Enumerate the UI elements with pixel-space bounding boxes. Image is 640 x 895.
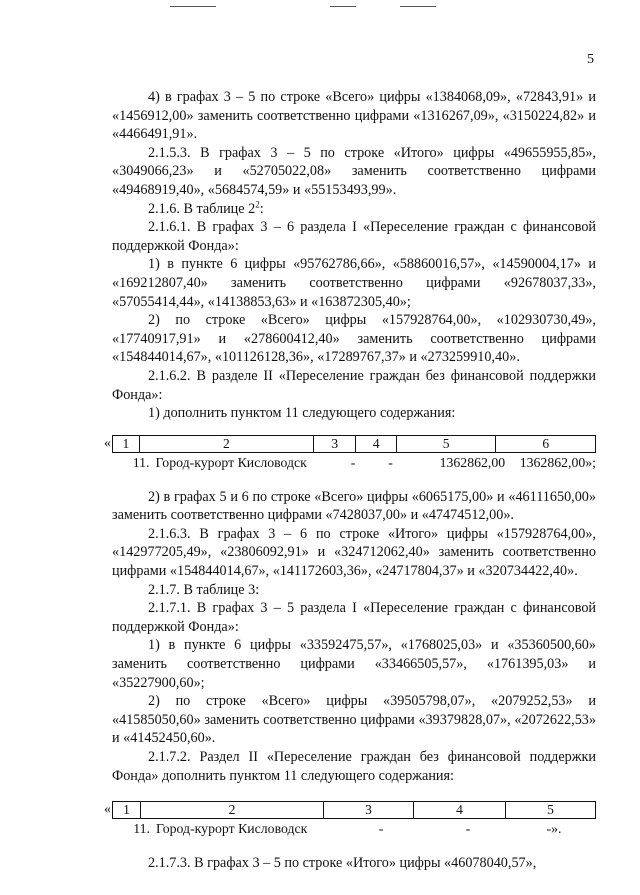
paragraph: 4) в графах 3 – 5 по строке «Всего» цифры «1384068,09», «72843,91» и «1456912,00» заменить соответственно цифрами «1316267,09», «3150224,82» и «4466491,91». bbox=[112, 89, 596, 143]
paragraph bbox=[112, 200, 596, 219]
row-cell: 1362862,00»; bbox=[519, 454, 596, 470]
paragraph: 2.1.6.3. В графах 3 – 6 по строке «Итого» цифры «157928764,00», «142977205,49», «23806092,91» и «324712062,40» заменить соответственно цифрами «154844014,67», «141172603,36», «24717804,37» и «320734422,40». bbox=[112, 525, 596, 580]
insert-table-2 bbox=[104, 801, 596, 838]
row-cell: - bbox=[350, 454, 356, 470]
table-header-cell: 1 bbox=[113, 435, 140, 452]
top-rule-2 bbox=[330, 6, 356, 7]
row-cell: - bbox=[388, 454, 393, 470]
table-header-cell: 4 bbox=[356, 435, 396, 452]
insert-table-1 bbox=[104, 435, 596, 472]
table-header-cell: 4 bbox=[413, 802, 505, 819]
table-header-cell: 6 bbox=[496, 435, 596, 452]
table-header-cell: 5 bbox=[396, 435, 496, 452]
paragraph: 2.1.7. В таблице 3: bbox=[148, 581, 260, 598]
table-header-cell: 2 bbox=[139, 435, 313, 452]
table-row bbox=[112, 819, 596, 838]
row-name: Город-курорт Кисловодск bbox=[155, 454, 307, 470]
table-row bbox=[112, 453, 596, 472]
row-cell: -». bbox=[546, 821, 562, 837]
top-rule-3 bbox=[400, 6, 436, 7]
table-header-cell: 2 bbox=[140, 802, 323, 819]
paragraph: 2.1.5.3. В графах 3 – 5 по строке «Итого» цифры «49655955,85», «3049066,23» и «52705022,08» заменить соответственно цифрами «49468919,40», «5684574,59» и «55153493,99». bbox=[112, 144, 596, 198]
paragraph: 1) в пункте 6 цифры «95762786,66», «58860016,57», «14590004,17» и «169212807,40» заменить соответственно цифрами «92678037,33», «57055414,44», «14138853,63» и «163872305,40»; bbox=[112, 256, 596, 310]
table-header-cell: 3 bbox=[323, 802, 413, 819]
paragraph: 1) в пункте 6 цифры «33592475,57», «1768025,03» и «35360500,60» заменить соответственно цифрами «33466505,57», «1761395,03» и «35227900,60»; bbox=[112, 637, 596, 691]
top-rule-1 bbox=[170, 6, 216, 7]
paragraph: 1) дополнить пунктом 11 следующего содержания: bbox=[148, 405, 456, 422]
row-cell: - bbox=[465, 821, 471, 837]
page-number: 5 bbox=[587, 52, 594, 67]
row-name: Город-курорт Кисловодск bbox=[156, 821, 308, 837]
row-cell: - bbox=[378, 821, 384, 837]
row-number: 11. bbox=[133, 821, 150, 837]
paragraph-text: 2.1.6. В таблице 2 bbox=[148, 200, 256, 217]
paragraph: 2) по строке «Всего» цифры «157928764,00», «102930730,49», «17740917,91» и «278600412,40» заменить соответственно цифрами «154844014,67», «101126128,36», «17289767,37» и «273259910,40». bbox=[112, 312, 596, 366]
table-header-cell: 5 bbox=[506, 802, 596, 819]
superscript: 2 bbox=[255, 198, 260, 209]
table-header-cell: 1 bbox=[113, 802, 141, 819]
table-header-row bbox=[112, 435, 596, 453]
row-number: 11. bbox=[132, 454, 150, 470]
open-quote: « bbox=[104, 435, 111, 451]
paragraph: 2) по строке «Всего» цифры «39505798,07», «2079252,53» и «41585050,60» заменить соответственно цифрами «39379828,07», «2072622,53» и «41452450,60». bbox=[112, 693, 596, 747]
paragraph-text: : bbox=[259, 200, 264, 217]
paragraph: 2.1.6.1. В графах 3 – 6 раздела I «Переселение граждан с финансовой поддержкой Фонда»: bbox=[112, 219, 596, 254]
paragraph: 2.1.6.2. В разделе II «Переселение граждан без финансовой поддержки Фонда»: bbox=[112, 367, 596, 403]
table-header-cell: 3 bbox=[314, 435, 356, 452]
paragraph: 2) в графах 5 и 6 по строке «Всего» цифры «6065175,00» и «46111650,00» заменить соответственно цифрами «7428037,00» и «47474512,00». bbox=[112, 488, 596, 524]
document-body bbox=[104, 88, 596, 873]
paragraph: 2.1.7.3. В графах 3 – 5 по строке «Итого» цифры «46078040,57», bbox=[148, 855, 537, 872]
row-cell: 1362862,00 bbox=[439, 454, 506, 470]
open-quote: « bbox=[104, 802, 111, 818]
paragraph: 2.1.7.2. Раздел II «Переселение граждан без финансовой поддержки Фонда» дополнить пунктом 11 следующего содержания: bbox=[112, 749, 596, 784]
table-header-row bbox=[112, 801, 596, 819]
paragraph: 2.1.7.1. В графах 3 – 5 раздела I «Переселение граждан с финансовой поддержкой Фонда»: bbox=[112, 600, 596, 635]
